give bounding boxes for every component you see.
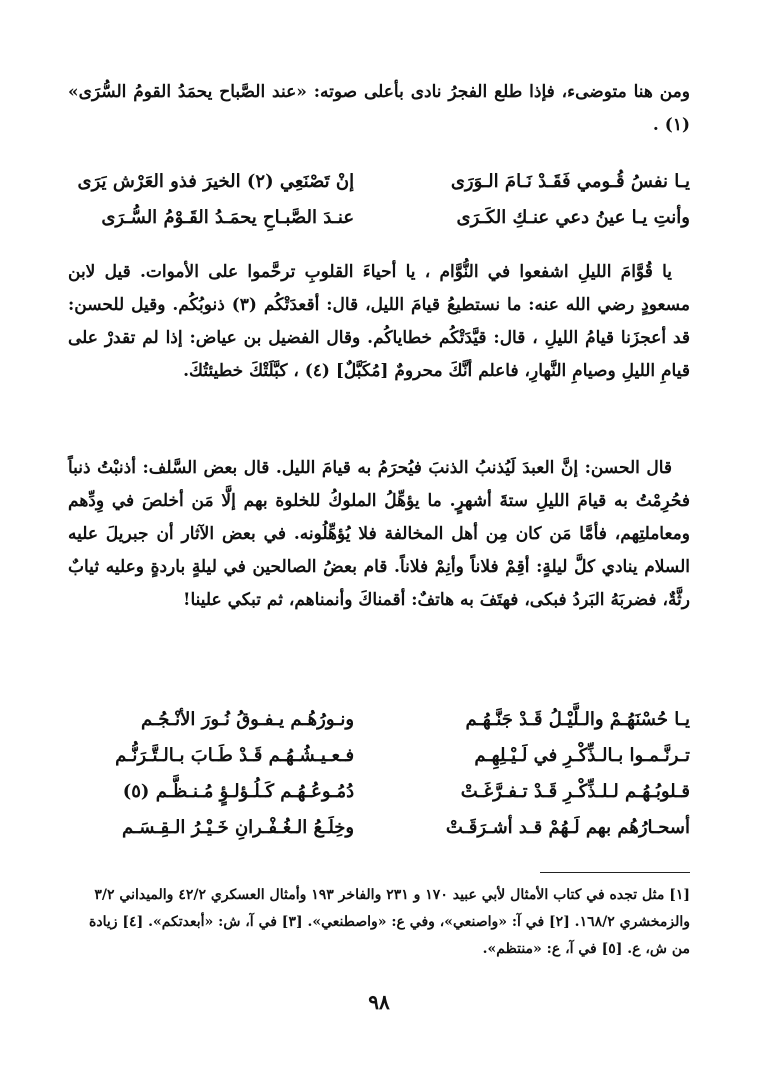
footnote-text: [١] مثل تجده في كتاب الأمثال لأبي عبيد ١٧٠ و ٢٣١ والفاخر ١٩٣ وأمثال العسكري ٤٢/٢ والميداني ٣/٢ والزمخشري ١٦٨/٢. [٢] في آ: «واصنعي»، وفي ع: «واصطنعي». [٣] في آ، ش: «أبعدتكم». [٤] زيادة من ش، ع. [٥] في آ، ع: «منتظم».	[89, 887, 690, 957]
verse-hemistich-second: عنـدَ الصَّبـاحِ يحمَـدُ القَـوْمُ السُّـرَى	[101, 207, 355, 228]
verse-hemistich-first: يـا نفسُ قُـومي فَقَـدْ نَـامَ الـوَرَى	[450, 171, 690, 192]
verse-hemistich-second: ونـورُهُـم يـفـوقُ نُـورَ الأنْـجُـم	[140, 709, 355, 730]
footnote-divider	[540, 872, 690, 873]
verse-line	[68, 702, 690, 738]
footnotes	[68, 882, 690, 963]
verse-hemistich-second: إنْ تَصْنَعِي (٢) الخيرَ فذو العَرْش يَرَى	[77, 171, 355, 192]
verse-line	[68, 164, 690, 200]
poem-block-2	[68, 702, 690, 846]
verse-line	[68, 810, 690, 846]
paragraph-hasan	[68, 452, 690, 617]
verse-hemistich-first: يـا حُسْنَهُـمْ والـلَّيْـلُ قَـدْ جَنَّـهُـم	[465, 709, 690, 730]
verse-line	[68, 738, 690, 774]
poem-block-1	[68, 164, 690, 236]
verse-hemistich-second: فـعـيـشُـهُـم قَـدْ طَـابَ بـالـتَّـرَنُّـم	[115, 745, 355, 766]
paragraph-night-prayer	[68, 256, 690, 388]
paragraph-text: يا قُوَّامَ الليلِ اشفعوا في النُّوَّام ، يا أحياءَ القلوبِ ترحَّموا على الأموات. قيل لابن مسعودٍ رضي الله عنه: ما نستطيعُ قيامَ الليل، قال: أقعدَتْكُم (٣) ذنوبُكُم. وقيل للحسن: قد أعجزَنا قيامُ الليلِ ، قال: قيَّدَتْكُم خطاياكُم. وقال الفضيل بن عياض: إذا لم تقدرْ على قيامِ الليلِ وصيامِ النَّهارِ، فاعلم أنَّكَ محرومٌ [مُكَبَّلٌ] (٤) ، كبَّلَتْكَ خطيئتُكَ.	[68, 262, 690, 381]
verse-hemistich-first: أسحـارُهُم بهم لَـهُمْ قـد أشـرَقَـتْ	[445, 817, 690, 838]
intro-paragraph	[68, 76, 690, 142]
verse-hemistich-second: وخِلَـعُ الـغُـفْـرانِ خَـيْـرُ الـقِـسَـم	[121, 817, 355, 838]
verse-line	[68, 200, 690, 236]
page-number: ٩٨	[368, 990, 390, 1014]
verse-hemistich-second: دُمُـوعُـهُـم كَـلُـؤلـؤٍ مُـنـظَّـم (٥)	[122, 781, 355, 802]
intro-text: ومن هنا متوضىء، فإذا طلع الفجرُ نادى بأعلى صوته: «عند الصَّباح يحمَدُ القومُ السُّرَى» (١) .	[68, 82, 690, 135]
verse-hemistich-first: تـرنَّـمـوا بـالـذِّكْـرِ في لَـيْـلِهِـم	[474, 745, 690, 766]
paragraph-text: قال الحسن: إنَّ العبدَ لَيُذنبُ الذنبَ فيُحرَمُ به قيامَ الليل. قال بعض السَّلف: أذنبْتُ ذنباً فحُرِمْتُ به قيامَ الليلِ ستةَ أشهرٍ. ما يؤهِّلُ الملوكُ للخلوة بهم إلَّا مَن أخلصَ في وِدِّهم ومعاملتِهم، فأمَّا مَن كان مِن أهل المخالفة فلا يُؤهِّلُونه. في بعض الآثار أن جبريلَ عليه السلام ينادي كلَّ ليلةٍ: أقِمْ فلاناً وأنِمْ فلاناً. قام بعضُ الصالحين في ليلةٍ باردةٍ وعليه ثيابٌ رثَّةٌ، فضربَهُ البَردُ فبكى، فهتَفَ به هاتفٌ: أقمناكَ وأنمناهم، ثم تبكي علينا!	[68, 458, 690, 610]
verse-line	[68, 774, 690, 810]
verse-hemistich-first: قـلوبُـهُـم لـلـذِّكْـرِ قَـدْ تـفـرَّغَـتْ	[460, 781, 690, 802]
verse-hemistich-first: وأنتِ يـا عينُ دعي عنـكِ الكَـرَى	[456, 207, 690, 228]
